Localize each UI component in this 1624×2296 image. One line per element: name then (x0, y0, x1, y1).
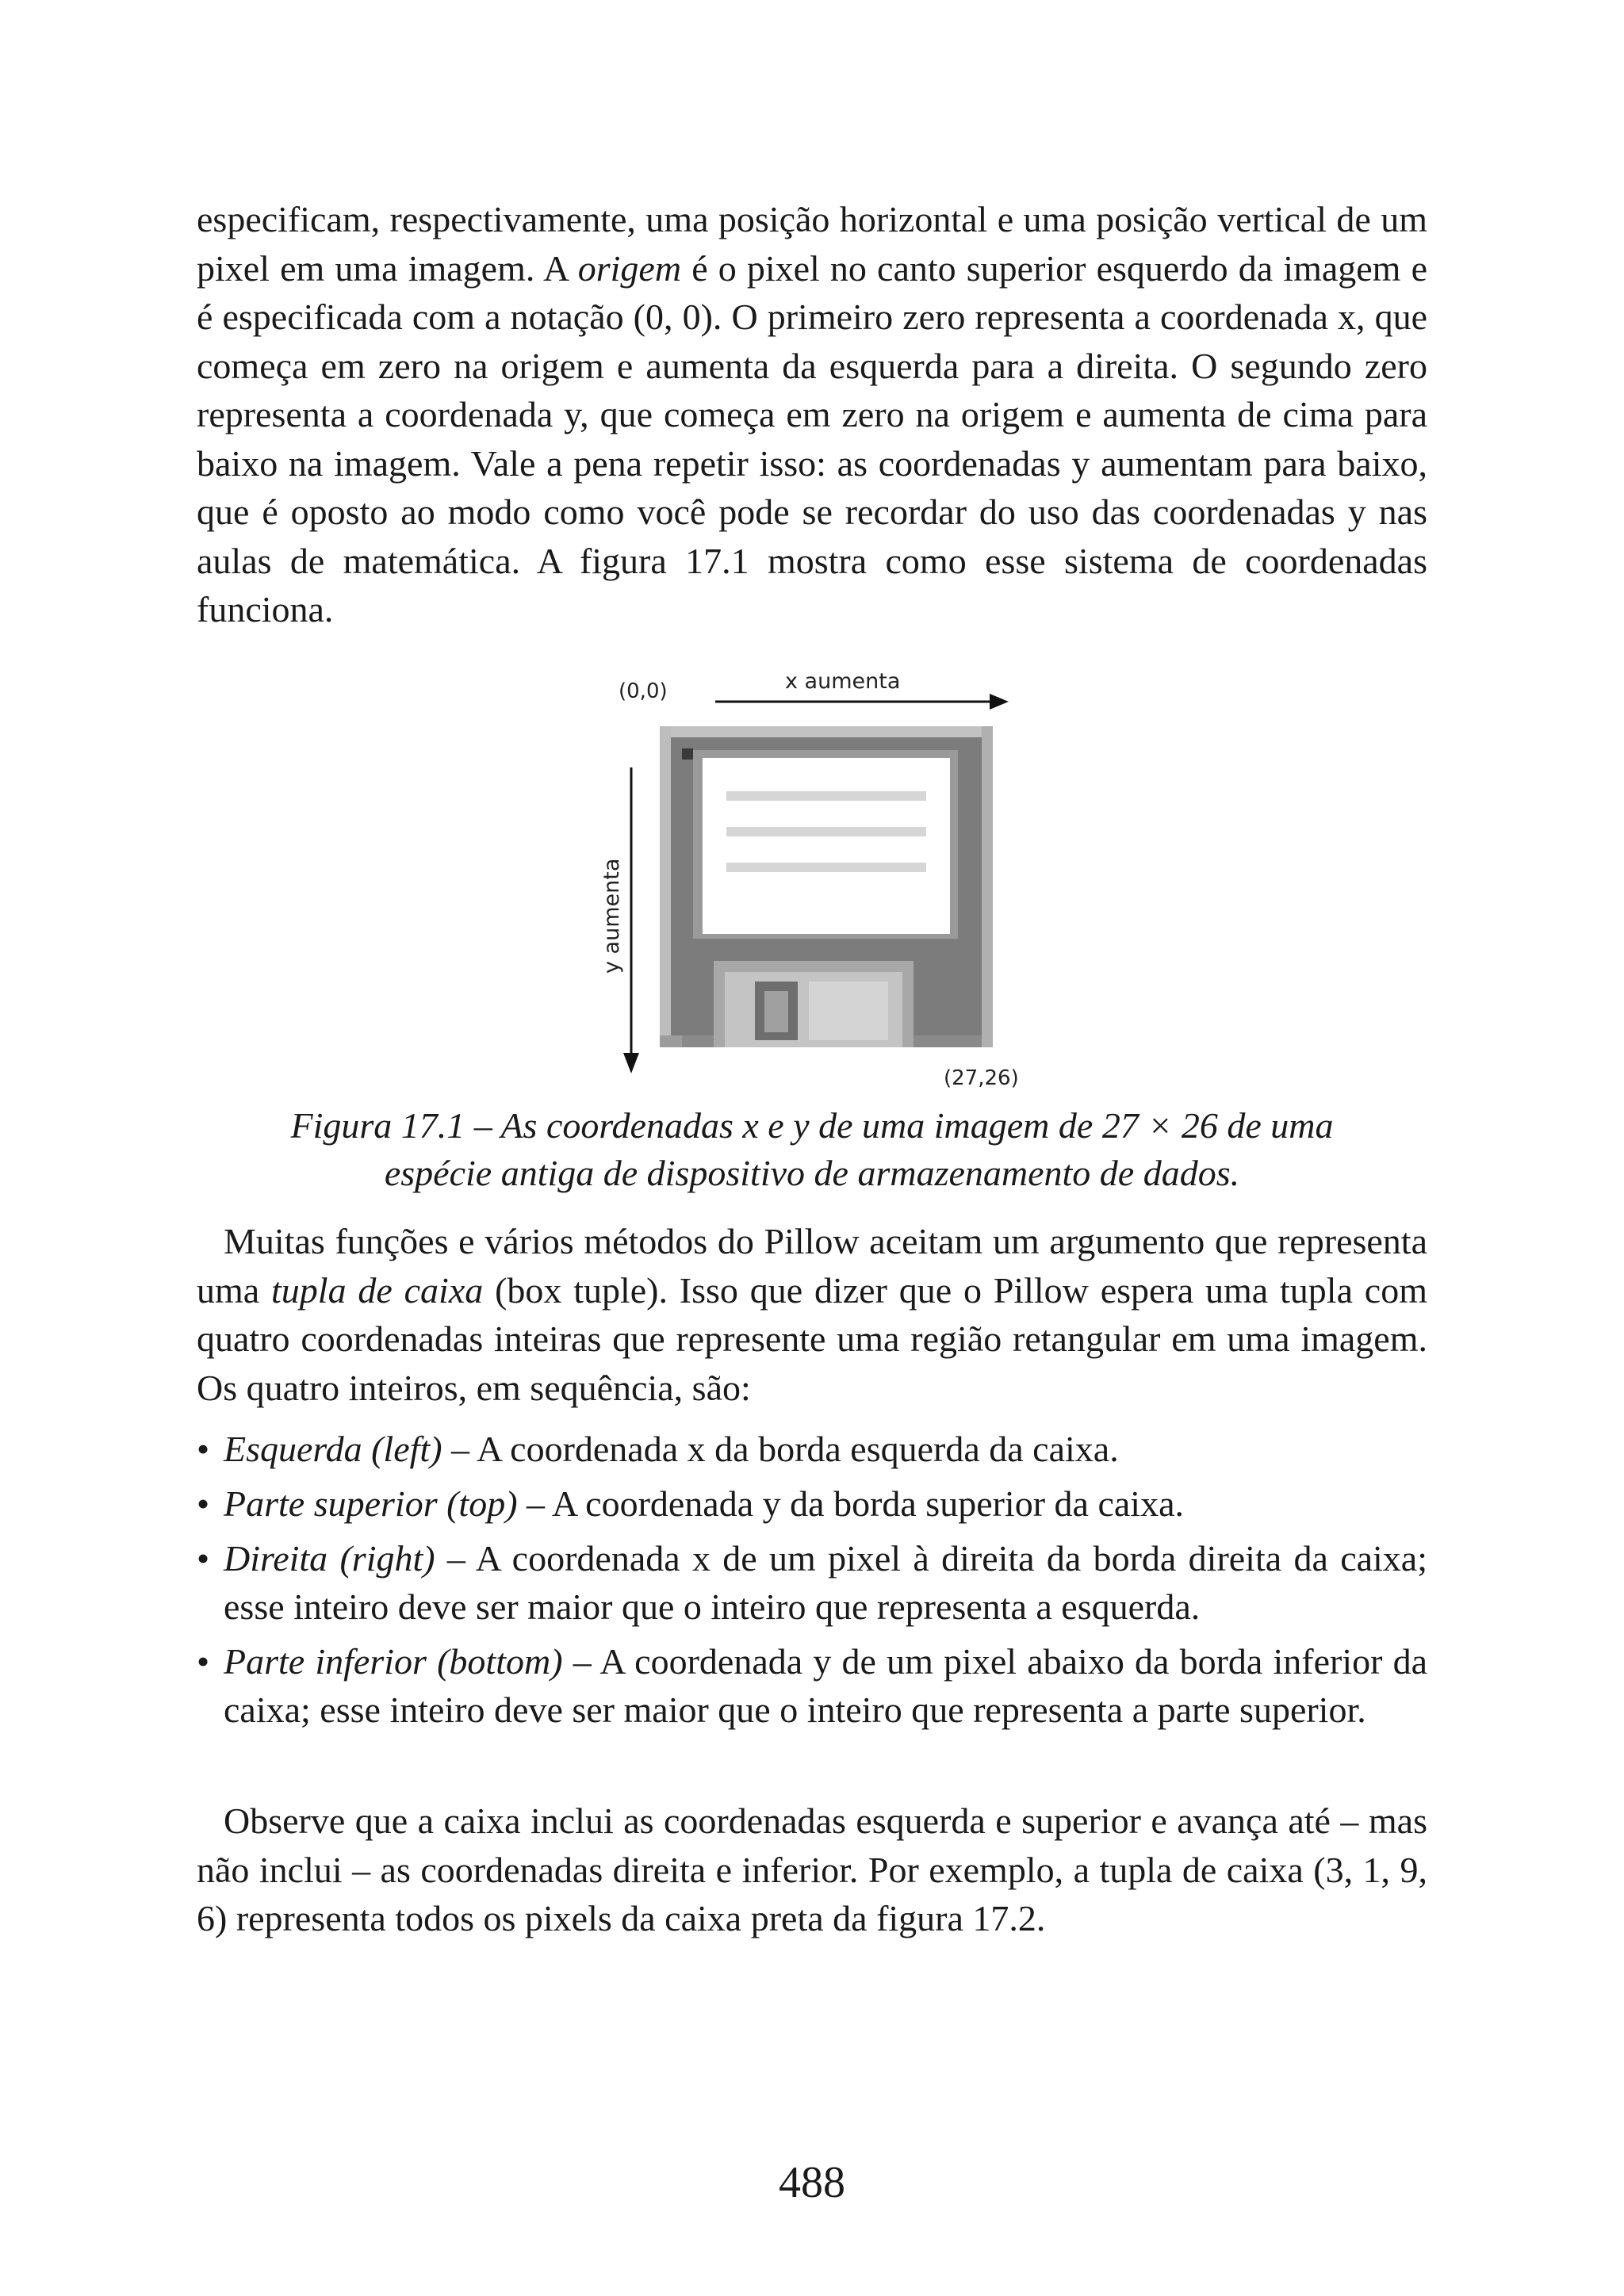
closing-text: Observe que a caixa inclui as coordenadas esquerda e superior e avança até – mas não inclui – as coordenadas direita e inferior. Por exemplo, a tupla de caixa (3, 1, 9, 6) representa todos os pixels da caixa preta da figura 17.2. (197, 1800, 1427, 1938)
page-number: 488 (779, 2158, 845, 2207)
intro-paragraph (197, 195, 1427, 634)
list-item (197, 1479, 1427, 1528)
list-item (197, 1425, 1427, 1473)
bullet-term: Esquerda (left) (224, 1429, 442, 1469)
origin-label: (0,0) (619, 679, 668, 703)
bullet-text: – A coordenada x da borda esquerda da caixa. (442, 1429, 1119, 1469)
term-tupla-de-caixa: tupla de caixa (271, 1269, 484, 1311)
bullet-marker: • (197, 1641, 210, 1682)
box-tuple-text-start: Muitas funções e vários métodos do Pillow aceitam um argumento que representa uma (197, 1221, 1427, 1311)
x-axis-label: x aumenta (785, 669, 901, 694)
box-tuple-paragraph (197, 1217, 1427, 1412)
intro-text-end: é o pixel no canto superior esquerdo da imagem e é especificada com a notação (0, 0). O primeiro zero representa a coordenada x, que começa em zero na origem e aumenta da esquerda para a direita. O segundo zero representa a coordenada y, que começa em zero na origem e aumenta de cima para baixo na imagem. Vale a pena repetir isso: as coordenadas y aumentam para baixo, que é oposto ao modo como você pode se recordar do uso das coordenadas y nas aulas de matemática. A figura 17.1 mostra como esse sistema de coordenadas funciona. (197, 247, 1427, 629)
floppy-coordinates-diagram (571, 664, 1047, 1093)
bullet-term: Parte superior (top) (224, 1483, 518, 1524)
caption-line-1: Figura 17.1 – As coordenadas x e y de uma imagem de 27 × 26 de uma (290, 1105, 1334, 1146)
box-tuple-text-end: (box tuple). Isso que dizer que o Pillow espera uma tupla com quatro coordenadas inteiras que represente uma região retangular em uma imagem. Os quatro inteiros, em sequência, são: (197, 1269, 1428, 1408)
bullet-marker: • (197, 1483, 210, 1524)
y-axis-arrowhead (623, 1053, 639, 1073)
list-item (197, 1534, 1427, 1631)
figure-caption (197, 1102, 1427, 1197)
bullet-term: Parte inferior (bottom) (224, 1641, 563, 1682)
bullet-marker: • (197, 1429, 210, 1469)
closing-paragraph (197, 1797, 1427, 1943)
list-item (197, 1637, 1427, 1734)
bullet-marker: • (197, 1538, 210, 1578)
corner-label: (27,26) (944, 1066, 1019, 1090)
bullet-text: – A coordenada y de um pixel abaixo da borda inferior da caixa; esse inteiro deve ser maior que o inteiro que representa a parte superior. (224, 1641, 1428, 1730)
bullet-text: – A coordenada y da borda superior da caixa. (517, 1483, 1184, 1524)
bullet-list (197, 1425, 1427, 1740)
caption-line-2: espécie antiga de dispositivo de armazenamento de dados. (384, 1153, 1240, 1193)
x-axis-arrowhead (990, 694, 1009, 710)
floppy-disk-image (660, 726, 993, 1047)
bullet-text: – A coordenada x de um pixel à direita da borda direita da caixa; esse inteiro deve ser maior que o inteiro que representa a esquerda. (224, 1538, 1427, 1627)
term-origem: origem (577, 247, 682, 289)
y-axis-label: y aumenta (599, 858, 624, 974)
bullet-term: Direita (right) (224, 1538, 435, 1578)
figure-17-1 (571, 664, 1047, 1093)
intro-text-start: especificam, respectivamente, uma posição horizontal e uma posição vertical de um pixel em uma imagem. A (197, 199, 1427, 289)
